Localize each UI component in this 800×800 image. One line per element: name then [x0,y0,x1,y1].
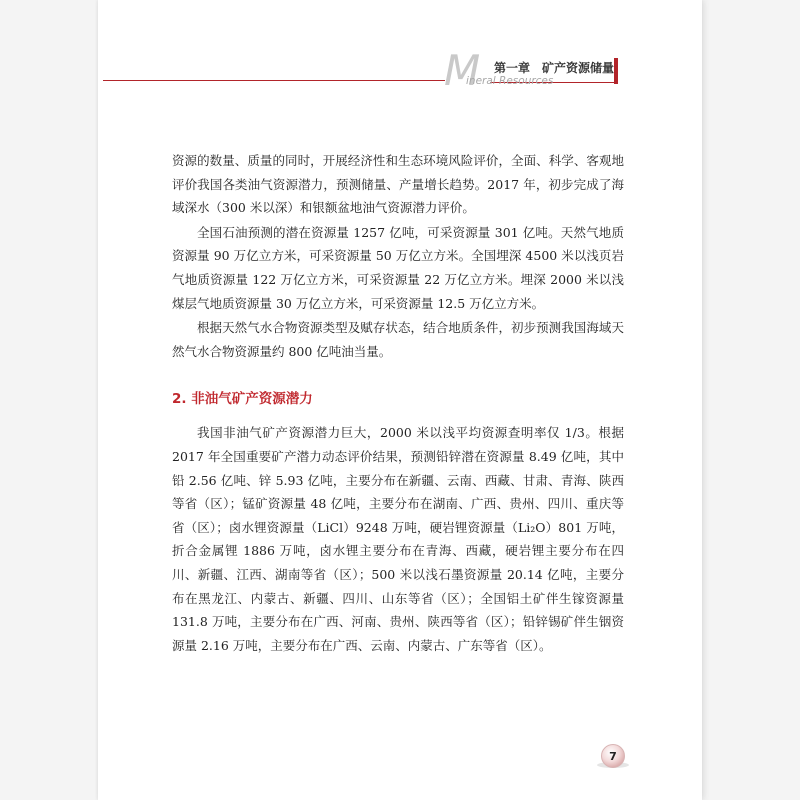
chapter-subtitle: ineral Resources [466,75,554,87]
body-paragraph: 全国石油预测的潜在资源量 1257 亿吨，可采资源量 301 亿吨。天然气地质资源量 90 万亿立方米，可采资源量 50 万亿立方米。全国埋深 4500 米以浅页岩气地质资源量 122 万亿立方米，可采资源量 22 万亿立方米。埋深 2000 米以浅煤层气地质资源量 30 万亿立方米，可采资源量 12.5 万亿立方米。 [172,224,624,311]
header-big-letter: M [444,46,481,95]
body-paragraph: 我国非油气矿产资源潜力巨大，2000 米以浅平均资源查明率仅 1/3。根据 2017 年全国重要矿产潜力动态评价结果，预测铅锌潜在资源量 8.49 亿吨，其中铅 2.56 亿吨、锌 5.93 亿吨，主要分布在新疆、云南、西藏、甘肃、青海、陕西等省（区）；锰矿资源量 48 亿吨，主要分布在湖南、广西、贵州、四川、重庆等省（区）；卤水锂资源量（LiCl）9248 万吨，硬岩锂资源量（Li₂O）801 万吨，折合金属锂 1886 万吨，卤水锂主要分布在青海、西藏，硬岩锂主要分布在四川、新疆、江西、湖南等省（区）；500 米以浅石墨资源量 20.14 亿吨，主要分布在黑龙江、内蒙古、新疆、四川、山东等省（区）；全国铝土矿伴生镓资源量 131.8 万吨，主要分布在广西、河南、贵州、陕西等省（区）；铅锌锡矿伴生铟资源量 2.16 万吨，主要分布在广西、云南、内蒙古、广东等省（区）。 [172,425,624,653]
page-number: 7 [609,749,617,763]
header-rule-left [103,80,445,81]
page-content [172,149,624,657]
body-paragraph: 资源的数量、质量的同时，开展经济性和生态环境风险评价，全面、科学、客观地评价我国各类油气资源潜力，预测储量、产量增长趋势。2017 年，初步完成了海域深水（300 米以深）和银额盆地油气资源潜力评价。 [172,153,624,216]
page-number-badge [601,744,625,768]
section-heading: 2. 非油气矿产资源潜力 [172,391,313,408]
chapter-title: 第一章 矿产资源储量 [494,61,615,75]
body-paragraph: 根据天然气水合物资源类型及赋存状态，结合地质条件，初步预测我国海域天然气水合物资源量约 800 亿吨油当量。 [172,320,624,359]
header-accent-bar [614,58,618,84]
